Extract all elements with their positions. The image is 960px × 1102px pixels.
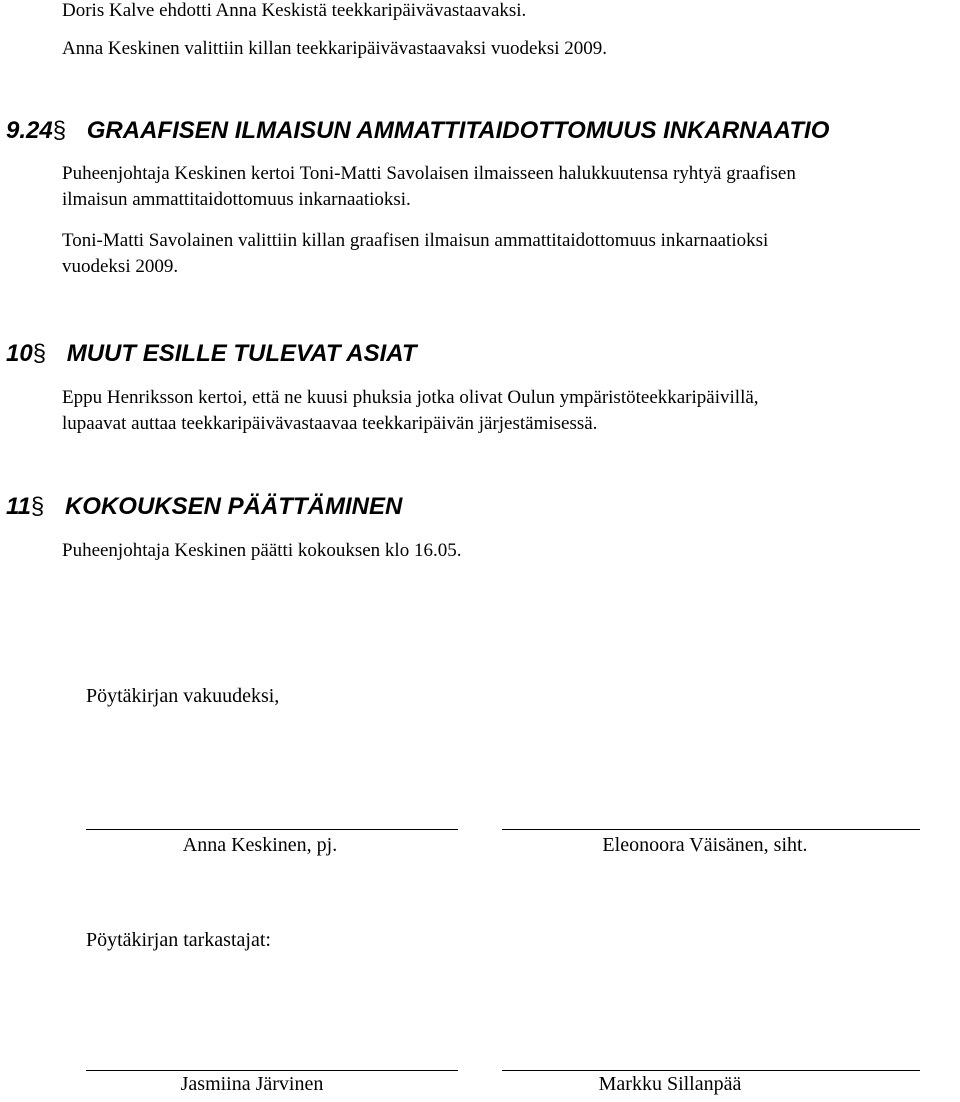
text-line: Eppu Henriksson kertoi, että ne kuusi phuksia jotka olivat Oulun ympäristöteekkaripäivillä, xyxy=(62,387,759,408)
section-title: GRAAFISEN ILMAISUN AMMATTITAIDOTTOMUUS INKARNAATIO xyxy=(86,117,830,144)
section-heading xyxy=(6,339,417,369)
text-line: vuodeksi 2009. xyxy=(62,256,179,277)
certify-label: Pöytäkirjan vakuudeksi, xyxy=(86,685,280,707)
signature-line xyxy=(86,829,458,830)
text-line: ilmaisun ammattitaidottomuus inkarnaatioksi. xyxy=(62,189,411,210)
signature-line xyxy=(86,1070,458,1071)
text-line: Toni-Matti Savolainen valittiin killan graafisen ilmaisun ammattitaidottomuus inkarnaatioksi xyxy=(62,230,769,251)
text-line: Doris Kalve ehdotti Anna Keskistä teekkaripäivävastaavaksi. xyxy=(62,0,527,21)
section-number: 10 xyxy=(6,340,33,367)
signature-name-secretary: Eleonoora Väisänen, siht. xyxy=(602,834,808,856)
section-heading xyxy=(6,492,402,522)
text-line: lupaavat auttaa teekkaripäivävastaavaa teekkaripäivän järjestämisessä. xyxy=(62,413,598,434)
section-number: 11 xyxy=(6,493,31,520)
text-line: Anna Keskinen valittiin killan teekkaripäivävastaavaksi vuodeksi 2009. xyxy=(62,38,608,59)
section-mark: § xyxy=(30,493,45,520)
text-line: Puheenjohtaja Keskinen päätti kokouksen klo 16.05. xyxy=(62,540,462,561)
signature-name-chair: Anna Keskinen, pj. xyxy=(182,834,338,856)
section-heading xyxy=(6,116,829,146)
section-title: MUUT ESILLE TULEVAT ASIAT xyxy=(66,340,417,367)
checkers-label: Pöytäkirjan tarkastajat: xyxy=(86,929,271,951)
signature-line xyxy=(502,829,920,830)
section-mark: § xyxy=(52,117,67,144)
section-mark: § xyxy=(32,340,47,367)
text-line: Puheenjohtaja Keskinen kertoi Toni-Matti Savolaisen ilmaisseen halukkuutensa ryhtyä graafisen xyxy=(62,163,796,184)
section-number: 9.24 xyxy=(6,117,53,144)
signature-line xyxy=(502,1070,920,1071)
section-title: KOKOUKSEN PÄÄTTÄMINEN xyxy=(64,493,403,520)
signature-name-checker2: Markku Sillanpää xyxy=(598,1073,742,1095)
signature-name-checker1: Jasmiina Järvinen xyxy=(180,1073,324,1095)
